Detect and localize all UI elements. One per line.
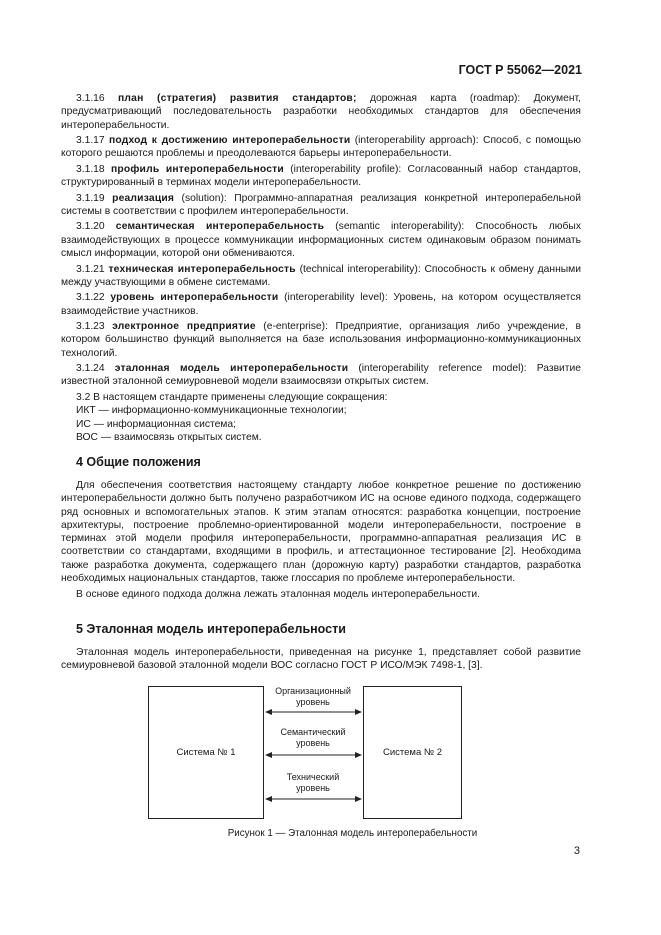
reference-model-diagram — [148, 686, 462, 819]
definition-3-1-22: 3.1.22 уровень интероперабельности (interoperability level): Уровень, на котором осуществляется взаимодействие участников. — [61, 292, 581, 317]
definition-3-1-23: 3.1.23 электронное предприятие (e-enterprise): Предприятие, организация либо учреждение, в котором большинство функций выполняется на базе использования информационно-коммуникационных технологий. — [61, 321, 581, 359]
abbreviations-intro: 3.2 В настоящем стандарте применены следующие сокращения: — [76, 391, 388, 403]
definition-3-1-20: 3.1.20 семантическая интероперабельность (semantic interoperability): Способность любых взаимодействующих в процессе коммуникации информационных систем одинаковым образом понимать смысл информации, которой они обмениваются. — [61, 221, 581, 260]
system-2-box — [363, 686, 462, 819]
standard-code: ГОСТ Р 55062—2021 — [458, 63, 582, 77]
level-label-organizational: Организационный уровень — [275, 686, 351, 707]
section-4-title: 4 Общие положения — [76, 455, 201, 469]
definitions-block — [61, 92, 581, 444]
definition-3-1-24: 3.1.24 эталонная модель интероперабельности (interoperability reference model): Развитие известной эталонной семиуровневой модели взаимосвязи открытых систем. — [61, 363, 581, 388]
definition-3-1-18: 3.1.18 профиль интероперабельности (interoperability profile): Согласованный набор стандартов, структурированный в терминах модели интероперабельности. — [61, 163, 581, 189]
system-1-box — [148, 686, 264, 819]
section-5-paragraph: Эталонная модель интероперабельности, приведенная на рисунке 1, представляет собой развитие семиуровневой базовой эталонной модели ВОС согласно ГОСТ Р ИСО/МЭК 7498-1, [3]. — [61, 647, 581, 672]
abbreviation-item: ИС — информационная система; — [76, 418, 236, 430]
system-2-label: Система № 2 — [382, 747, 442, 758]
section-5-body — [61, 646, 581, 675]
figure-caption: Рисунок 1 — Эталонная модель интероперабельности — [227, 828, 478, 839]
section-4-body — [61, 479, 581, 603]
level-arrows — [264, 686, 363, 819]
definition-3-1-17: 3.1.17 подход к достижению интероперабельности (interoperability approach): Способ, с помощью которого решаются проблемы и преодолеваются барьеры интероперабельности. — [61, 135, 581, 160]
definition-3-1-16: 3.1.16 план (стратегия) развития стандартов; дорожная карта (roadmap): Документ, предусматривающий последовательность разработки необходимых стандартов для обеспечения интероперабельности. — [61, 93, 581, 131]
abbreviation-item: ВОС — взаимосвязь открытых систем. — [76, 431, 262, 443]
abbreviation-item: ИКТ — информационно-коммуникационные технологии; — [76, 405, 347, 417]
level-label-semantic: Семантический уровень — [280, 727, 346, 748]
definition-3-1-19: 3.1.19 реализация (solution): Программно-аппаратная реализация конкретной интероперабельной системы в соответствии с профилем интероперабельности. — [61, 192, 581, 217]
section-5-title: 5 Эталонная модель интероперабельности — [76, 622, 346, 636]
level-label-technical: Технический уровень — [286, 772, 340, 793]
section-4-paragraph: В основе единого подхода должна лежать эталонная модель интероперабельности. — [76, 588, 480, 600]
definition-3-1-21: 3.1.21 техническая интероперабельность (technical interoperability): Способность к обмену данными между участвующими в обмене системами. — [61, 263, 581, 288]
system-1-label: Система № 1 — [176, 747, 236, 758]
section-4-paragraph: Для обеспечения соответствия настоящему стандарту любое конкретное решение по достижению интероперабельности должно быть получено разработчиком ИС на основе единого подхода, содержащего ряд основных и вспомогательных этапов. К этим этапам относятся: разработка концепции, построение архитектуры, построение проблемно-ориентированной модели интероперабельности, построение в терминах этой модели профиля интероперабельности, программно-аппаратная реализация ИС в соответствии со стандартами, входящими в профиль, и аттестационное тестирование [2]. Необходима также разработка документа, содержащего план (дорожную карту) разработки стандартов, разработка необходимых национальных стандартов, также глоссария по проблеме интероперабельности. — [61, 480, 581, 585]
page-number: 3 — [573, 845, 580, 857]
